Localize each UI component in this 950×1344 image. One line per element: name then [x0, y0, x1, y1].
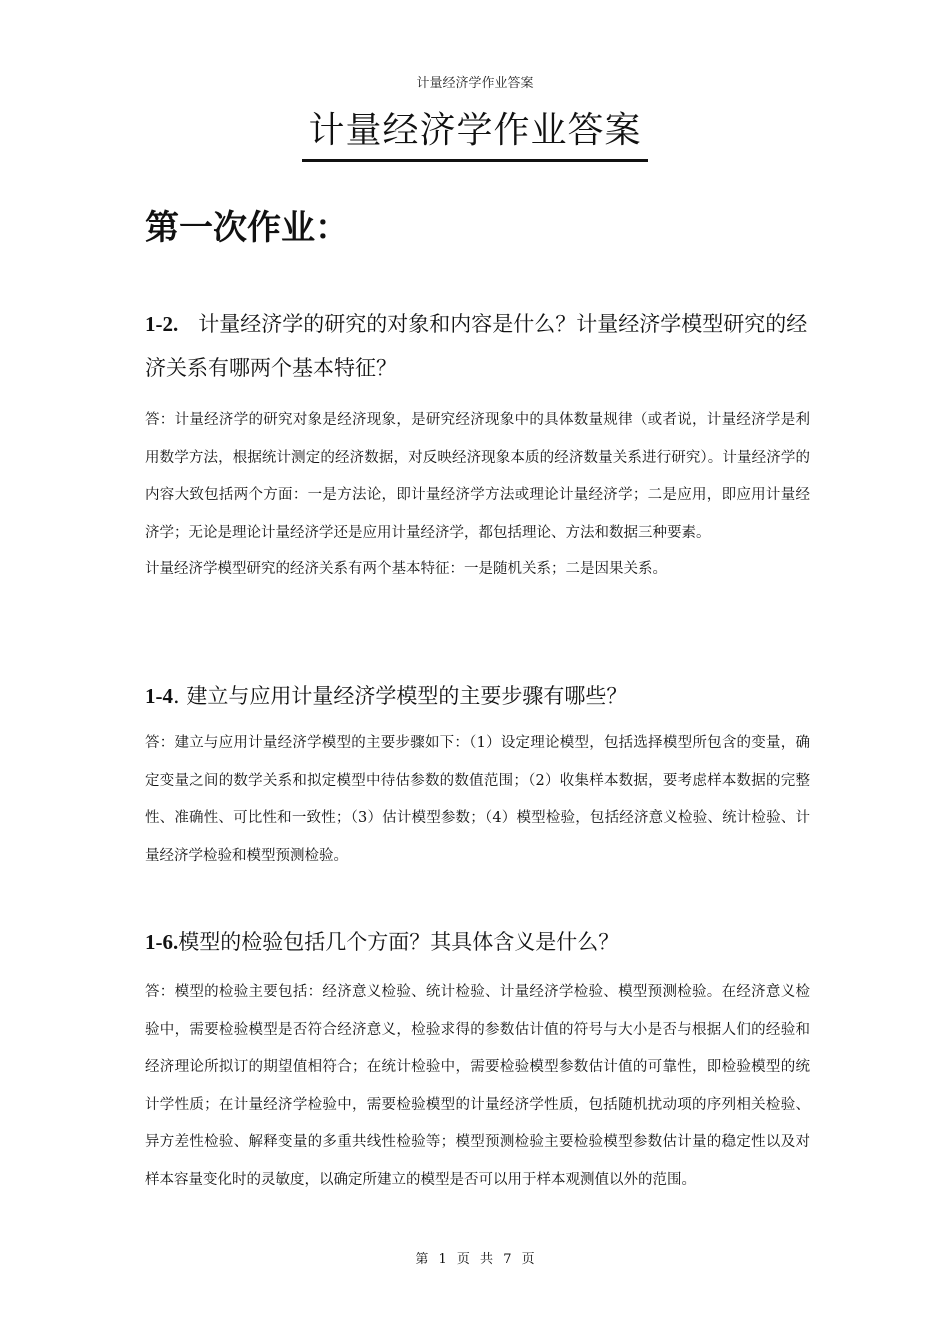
answer-1-2 [145, 402, 810, 586]
answer-paragraph: 答：模型的检验主要包括：经济意义检验、统计检验、计量经济学检验、模型预测检验。在经济意义检验中，需要检验模型是否符合经济意义，检验求得的参数估计值的符号与大小是否与根据人们的经验和经济理论所拟订的期望值相符合；在统计检验中，需要检验模型参数估计值的可靠性，即检验模型的统计学性质；在计量经济学检验中，需要检验模型的计量经济学性质，包括随机扰动项的序列相关检验、异方差性检验、解释变量的多重共线性检验等；模型预测检验主要检验模型参数估计量的稳定性以及对样本容量变化时的灵敏度，以确定所建立的模型是否可以用于样本观测值以外的范围。 [145, 984, 810, 1188]
question-1-6 [145, 920, 810, 964]
answer-paragraph: 答：计量经济学的研究对象是经济现象，是研究经济现象中的具体数量规律（或者说，计量经济学是利用数学方法，根据统计测定的经济数据，对反映经济现象本质的经济数量关系进行研究）。计量经济学的内容大致包括两个方面：一是方法论，即计量经济学方法或理论计量经济学；二是应用，即应用计量经济学；无论是理论计量经济学还是应用计量经济学，都包括理论、方法和数据三种要素。 [145, 412, 810, 541]
answer-1-6 [145, 974, 810, 1199]
answer-1-4 [145, 725, 810, 875]
question-number: 1-4 [145, 684, 173, 708]
question-text: . 建立与应用计量经济学模型的主要步骤有哪些？ [173, 684, 628, 708]
question-1-4 [145, 674, 810, 718]
page-footer: 第 1 页 共 7 页 [415, 1252, 535, 1267]
document-title [0, 102, 950, 162]
question-text: 计量经济学的研究的对象和内容是什么？计量经济学模型研究的经济关系有哪两个基本特征？ [145, 312, 808, 380]
question-text: 模型的检验包括几个方面？其具体含义是什么？ [178, 930, 620, 954]
answer-paragraph: 计量经济学模型研究的经济关系有两个基本特征：一是随机关系；二是因果关系。 [145, 561, 667, 577]
answer-paragraph: 答：建立与应用计量经济学模型的主要步骤如下：（1）设定理论模型，包括选择模型所包含的变量，确定变量之间的数学关系和拟定模型中待估参数的数值范围；（2）收集样本数据，要考虑样本数据的完整性、准确性、可比性和一致性；（3）估计模型参数；（4）模型检验，包括经济意义检验、统计检验、计量经济学检验和模型预测检验。 [145, 735, 810, 864]
section-heading: 第一次作业： [145, 208, 349, 248]
running-header: 计量经济学作业答案 [416, 76, 534, 91]
question-number: 1-2. [145, 312, 179, 336]
document-title-text: 计量经济学作业答案 [302, 102, 647, 162]
question-1-2 [145, 302, 810, 390]
question-number: 1-6. [145, 930, 179, 954]
